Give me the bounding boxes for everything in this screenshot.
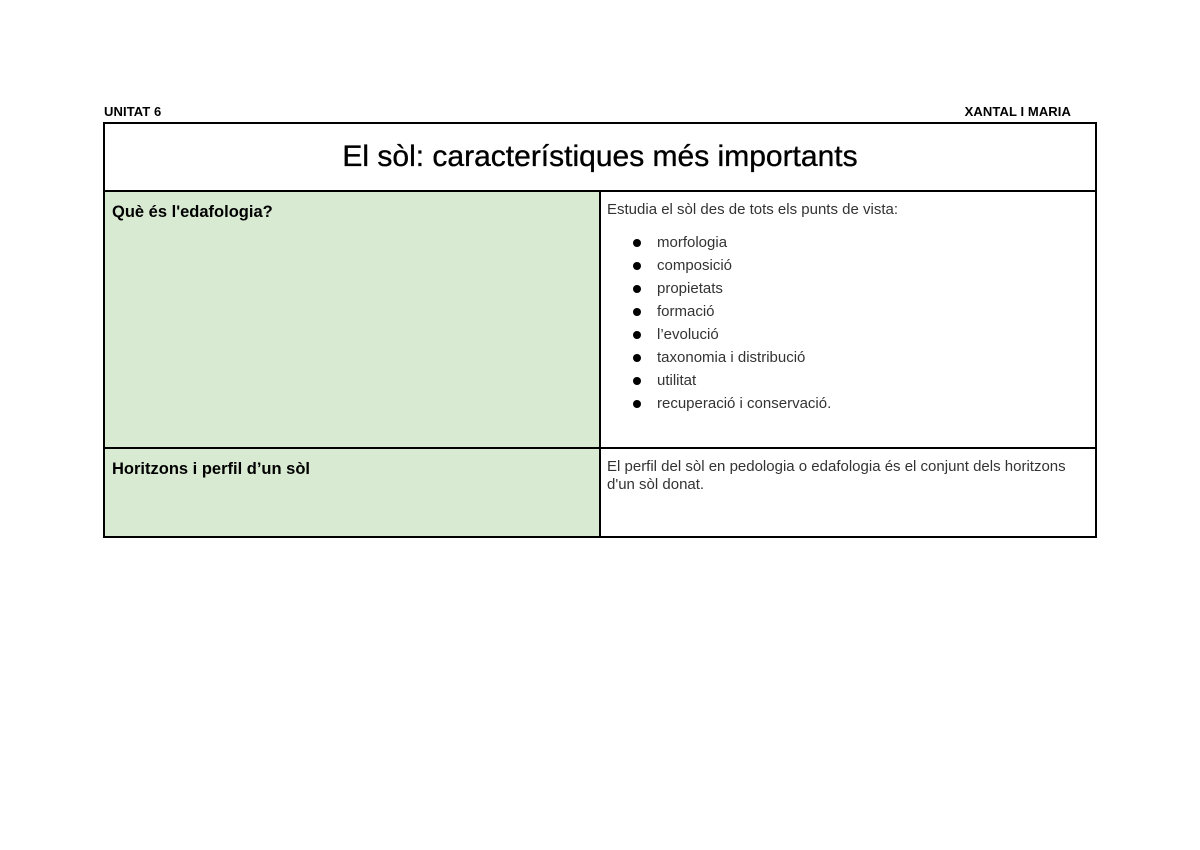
title-row <box>104 123 1096 191</box>
table-row <box>104 191 1096 448</box>
list-item-text: morfologia <box>657 234 728 251</box>
bullet-icon <box>633 331 641 339</box>
bullet-icon <box>633 262 641 270</box>
list-item <box>607 231 1088 254</box>
list-item-text: taxonomia i distribució <box>657 349 806 366</box>
list-item <box>607 323 1088 346</box>
intro-text: Estudia el sòl des de tots els punts de vista: <box>607 201 898 218</box>
list-item-text: recuperació i conservació. <box>657 395 832 412</box>
bullet-icon <box>633 377 641 385</box>
bullet-list <box>607 231 1088 415</box>
bullet-icon <box>633 285 641 293</box>
bullet-icon <box>633 239 641 247</box>
list-item <box>607 392 1088 415</box>
list-item <box>607 277 1088 300</box>
row-content-edafologia <box>600 191 1096 448</box>
row-label-edafologia: Què és l'edafologia? <box>104 191 600 448</box>
list-item <box>607 300 1088 323</box>
summary-table <box>103 122 1097 538</box>
list-item-text: utilitat <box>657 372 697 389</box>
bullet-icon <box>633 400 641 408</box>
bullet-icon <box>633 308 641 316</box>
list-item-text: l’evolució <box>657 326 719 343</box>
list-item-text: propietats <box>657 280 723 297</box>
table-row <box>104 448 1096 537</box>
list-item-text: formació <box>657 303 715 320</box>
row-label-horitzons: Horitzons i perfil d’un sòl <box>104 448 600 537</box>
list-item <box>607 254 1088 277</box>
bullet-icon <box>633 354 641 362</box>
list-item <box>607 346 1088 369</box>
list-item <box>607 369 1088 392</box>
list-item-text: composició <box>657 257 733 274</box>
page-title: El sòl: característiques més importants <box>104 123 1096 191</box>
authors-label: XANTAL I MARIA <box>964 104 1071 119</box>
row-content-horitzons: El perfil del sòl en pedologia o edafologia és el conjunt dels horitzons d'un sòl donat. <box>600 448 1096 537</box>
unit-label: UNITAT 6 <box>104 104 162 119</box>
